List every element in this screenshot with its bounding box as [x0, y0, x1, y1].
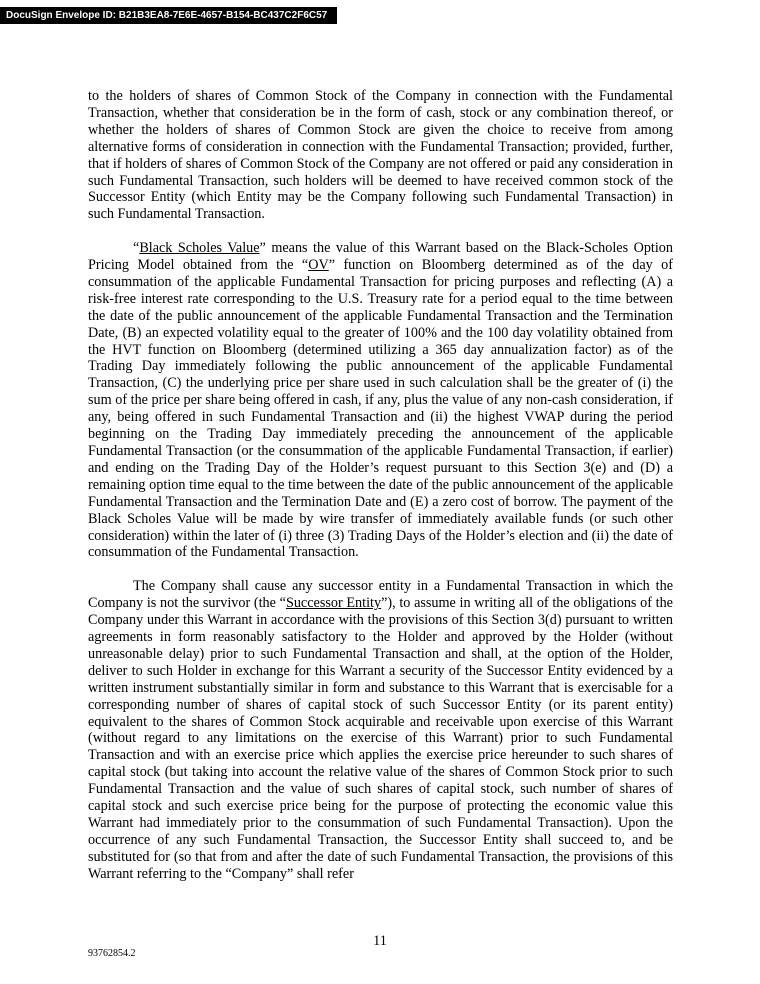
- document-control-number: 93762854.2: [88, 948, 136, 959]
- defined-term-ov: OV: [308, 257, 329, 274]
- text-run: to the holders of shares of Common Stock of the Company in connection with the Fundamental Transaction, whether that consideration be in the form of cash, stock or any combination thereof, or whether the holders of shares of Common Stock are given the choice to receive from among alternative forms of consideration in connection with the Fundamental Transaction; provided, further, that if holders of shares of Common Stock of the Company are not offered or paid any consideration in such Fundamental Transaction, such holders will be deemed to have received common stock of the Successor Entity (which Entity may be the Company following such Fundamental Transaction) in such Fundamental Transaction.: [88, 88, 673, 223]
- docusign-envelope-id-bar: DocuSign Envelope ID: B21B3EA8-7E6E-4657-B154-BC437C2F6C57: [0, 7, 337, 24]
- defined-term-black-scholes-value: Black Scholes Value: [139, 240, 260, 257]
- body-paragraph-3: [88, 578, 673, 882]
- body-paragraph-2: [88, 240, 673, 561]
- text-run: The Company shall cause any successor entity in a Fundamental Transaction in which the Company is not the survivor (the “: [88, 578, 673, 612]
- text-run: ”), to assume in writing all of the obligations of the Company under this Warrant in accordance with the provisions of this Section 3(d) pursuant to written agreements in form reasonably satisfactory to the Holder and approved by the Holder (without unreasonable delay) prior to such Fundamental Transaction and shall, at the option of the Holder, deliver to such Holder in exchange for this Warrant a security of the Successor Entity evidenced by a written instrument substantially similar in form and substance to this Warrant that is exercisable for a corresponding number of shares of capital stock of such Successor Entity (or its parent entity) equivalent to the shares of Common Stock acquirable and receivable upon exercise of this Warrant (without regard to any limitations on the exercise of this Warrant) prior to such Fundamental Transaction and with an exercise price which applies the exercise price hereunder to such shares of capital stock (but taking into account the relative value of the shares of Common Stock prior to such Fundamental Transaction and the value of such shares of capital stock, such number of shares of capital stock and such exercise price being for the purpose of protecting the economic value this Warrant had immediately prior to the consummation of such Fundamental Transaction). Upon the occurrence of any such Fundamental Transaction, the Successor Entity shall succeed to, and be substituted for (so that from and after the date of such Fundamental Transaction, the provisions of this Warrant referring to the “Company” shall refer: [88, 595, 673, 882]
- page-number: 11: [373, 933, 387, 949]
- body-paragraph-1: [88, 88, 673, 223]
- text-run: ” means the value of this Warrant based on the Black-Scholes Option Pricing Model obtained from the “: [88, 240, 673, 274]
- defined-term-successor-entity: Successor Entity: [285, 595, 382, 612]
- document-body: [88, 88, 673, 883]
- text-run: ” function on Bloomberg determined as of the day of consummation of the applicable Fundamental Transaction for pricing purposes and reflecting (A) a risk-free interest rate corresponding to the U.S. Treasury rate for a period equal to the time between the date of the public announcement of the applicable Fundamental Transaction and the Termination Date, (B) an expected volatility equal to the greater of 100% and the 100 day volatility obtained from the HVT function on Bloomberg (determined utilizing a 365 day annualization factor) as of the Trading Day immediately following the public announcement of the applicable Fundamental Transaction, (C) the underlying price per share used in such calculation shall be the greater of (i) the sum of the price per share being offered in cash, if any, plus the value of any non-cash consideration, if any, being offered in such Fundamental Transaction and (ii) the highest VWAP during the period beginning on the Trading Day immediately preceding the announcement of the applicable Fundamental Transaction (or the consummation of the applicable Fundamental Transaction, if earlier) and ending on the Trading Day of the Holder’s request pursuant to this Section 3(e) and (D) a remaining option time equal to the time between the date of the public announcement of the applicable Fundamental Transaction and the Termination Date and (E) a zero cost of borrow. The payment of the Black Scholes Value will be made by wire transfer of immediately available funds (or such other consideration) within the later of (i) three (3) Trading Days of the Holder’s election and (ii) the date of consummation of the Fundamental Transaction.: [88, 257, 673, 561]
- text-run: “: [133, 240, 140, 257]
